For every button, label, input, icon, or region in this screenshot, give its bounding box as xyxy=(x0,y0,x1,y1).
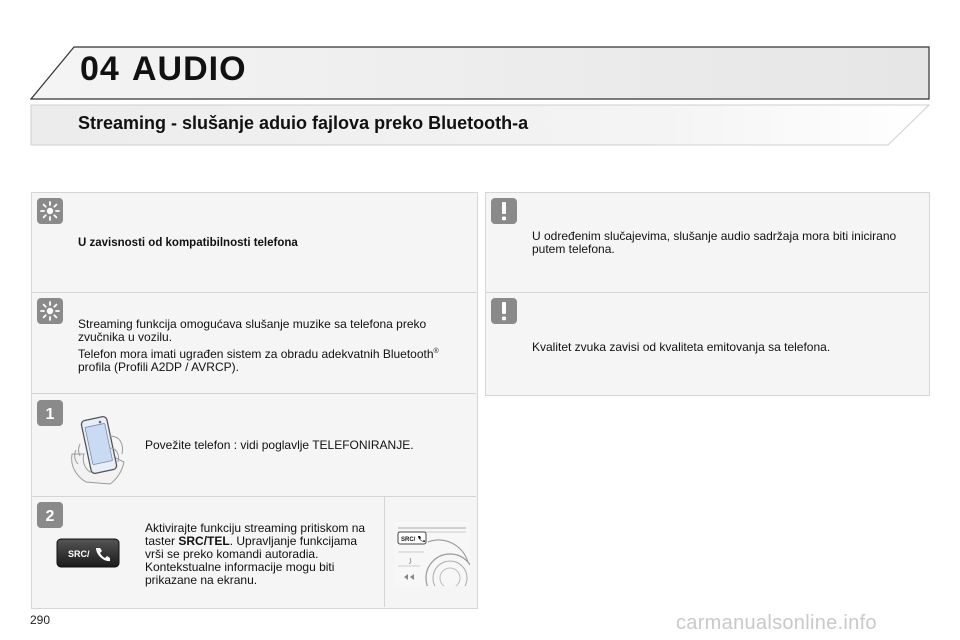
site-watermark: carmanualsonline.info xyxy=(676,612,877,634)
chapter-title: AUDIO xyxy=(132,50,247,88)
svg-text:2: 2 xyxy=(45,508,55,525)
page-number: 290 xyxy=(30,613,51,627)
section-title: Streaming - slušanje aduio fajlova preko Bluetooth-a xyxy=(78,113,529,133)
svg-text:SRC/: SRC/ xyxy=(68,549,90,559)
left-divider-2 xyxy=(32,393,476,394)
step-1-badge xyxy=(37,400,63,426)
right-divider-1 xyxy=(486,292,928,293)
registered-mark: ® xyxy=(433,348,439,355)
activate-streaming-instruction: Aktivirajte funkciju streaming pritiskom na taster SRC/TEL. Upravljanje funkcijama vrši se preko komandi autoradia. Kontekstualne informacije mogu biti prikazane na ekranu. xyxy=(145,521,366,587)
warning-initiate-from-phone: U određenim slučajevima, slušanje audio sadržaja mora biti inicirano putem telefona. xyxy=(532,229,897,256)
warning-sound-quality: Kvalitet zvuka zavisi od kvaliteta emitovanja sa telefona. xyxy=(532,340,831,354)
right-warning-panel xyxy=(485,192,930,396)
left-vertical-divider xyxy=(384,497,385,607)
streaming-description: Streaming funkcija omogućava slušanje muzike sa telefona preko zvučnika u vozilu. xyxy=(78,317,427,344)
connect-phone-instruction: Povežite telefon : vidi poglavlje TELEFONIRANJE. xyxy=(145,438,414,452)
chapter-number: 04 xyxy=(80,50,120,88)
bluetooth-profile-note: Telefon mora imati ugrađen sistem za obradu adekvatnih Bluetooth® profila (Profili A2DP / AVRCP). xyxy=(78,347,439,374)
smartphone-in-hand-icon xyxy=(66,414,132,486)
lightbulb-icon xyxy=(37,198,63,224)
left-divider-1 xyxy=(32,292,476,293)
exclamation-icon xyxy=(491,198,517,224)
step-2-badge xyxy=(37,502,63,528)
src-tel-button-icon xyxy=(56,538,120,568)
exclamation-icon xyxy=(491,298,517,324)
left-divider-3 xyxy=(32,496,476,497)
lightbulb-icon xyxy=(37,298,63,324)
svg-text:SRC/: SRC/ xyxy=(401,537,416,543)
svg-text:1: 1 xyxy=(45,406,55,423)
radio-dashboard-illustration xyxy=(394,522,470,586)
compatibility-note: U zavisnosti od kompatibilnosti telefona xyxy=(78,237,298,249)
